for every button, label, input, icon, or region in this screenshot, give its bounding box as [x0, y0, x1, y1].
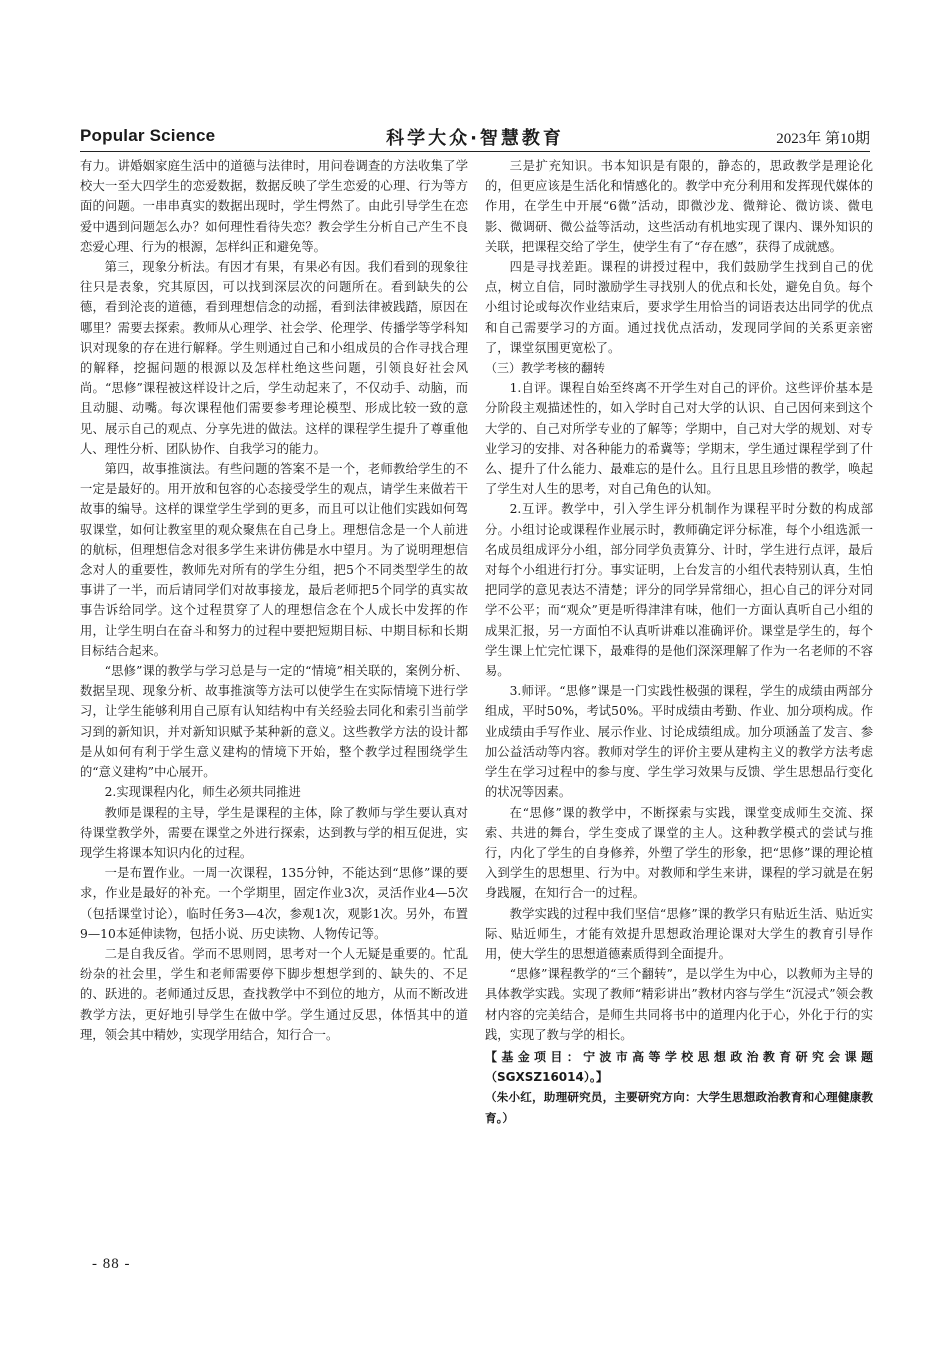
header-rule	[80, 151, 870, 152]
paragraph: 四是寻找差距。课程的讲授过程中，我们鼓励学生找到自己的优点，树立自信，同时激励学生寻找别人的优点和长处，避免自负。每个小组讨论或每次作业结束后，要求学生用恰当的词语表达出同学的优点和自己需要学习的方面。通过找优点活动，发现同学间的关系更亲密了，课堂氛围更宽松了。	[485, 260, 873, 355]
paragraph: 1.自评。课程自始至终离不开学生对自己的评价。这些评价基本是分阶段主观描述性的，如入学时自己对大学的认识、自己因何来到这个大学的、自己对所学专业的了解等；学期中，自己对大学的规划、对专业学习的安排、对各种能力的希冀等；学期末，学生通过课程学到了什么、提升了什么能力、最难忘的是什么。且行且思且珍惜的教学，唤起了学生对人生的思考，对自己角色的认知。	[485, 381, 873, 497]
paragraph: “思修”课的教学与学习总是与一定的“情境”相关联的，案例分析、数据呈现、现象分析、故事推演等方法可以使学生在实际情境下进行学习，让学生能够利用自己原有认知结构中有关经验去同化和索引当前学习到的新知识，并对新知识赋予某种新的意义。这些教学方法的设计都是从如何有利于学生意义建构的情境下开始，整个教学过程围绕学生的“意义建构”中心展开。	[80, 664, 468, 780]
author-note: （朱小红，助理研究员，主要研究方向：大学生思想政治教育和心理健康教育。）	[485, 1090, 873, 1125]
paragraph: “思修”课程教学的“三个翻转”，是以学生为中心，以教师为主导的具体教学实践。实现了教师“精彩讲出”教材内容与学生“沉浸式”领会教材内容的完美结合，是师生共同将书中的道理内化于心，外化于行的实践，实现了教与学的相长。	[485, 967, 873, 1042]
paragraph: 教学实践的过程中我们坚信“思修”课的教学只有贴近生活、贴近实际、贴近师生，才能有效提升思想政治理论课对大学生的教育引导作用，使大学生的思想道德素质得到全面提升。	[485, 906, 873, 961]
paragraph: 第三，现象分析法。有因才有果，有果必有因。我们看到的现象往往只是表象，究其原因，可以找到深层次的问题所在。看到缺失的公德，看到沦丧的道德，看到理想信念的动摇，看到法律被践踏，原因在哪里？需要去探索。教师从心理学、社会学、伦理学、传播学等学科知识对现象的存在进行解释。学生则通过自己和小组成员的合作寻找合理的解释，挖掘问题的根源以及怎样杜绝这些问题，引领良好社会风尚。“思修”课程被这样设计之后，学生动起来了，不仅动手、动脑，而且动腿、动嘴。每次课程他们需要参考理论模型、形成比较一致的意见、展示自己的观点、分享先进的做法。这样的课程学生提升了尊重他人、理性分析、团队协作、自我学习的能力。	[80, 260, 468, 456]
paragraph: 2.互评。教学中，引入学生评分机制作为课程平时分数的构成部分。小组讨论或课程作业展示时，教师确定评分标准，每个小组选派一名成员组成评分小组，部分同学负责算分、计时，学生进行点评，最后对每个小组进行打分。事实证明，上台发言的小组代表特别认真，生怕把同学的意见表达不清楚；评分的同学异常细心，担心自己的评分对同学不公平；而“观众”更是听得津津有味，他们一方面认真听自己小组的成果汇报，另一方面怕不认真听讲难以准确评价。课堂是学生的，每个学生课上忙完忙课下，最难得的是他们深深理解了作为一名老师的不容易。	[485, 502, 873, 679]
paragraph: 在“思修”课的教学中，不断探索与实践，课堂变成师生交流、探索、共进的舞台，学生变成了课堂的主人。这种教学模式的尝试与推行，内化了学生的自身修养，外塑了学生的形象，把“思修”课的理论植入到学生的思想里、行为中。对教师和学生来讲，课程的学习就是在躬身践履，在知行合一的过程。	[485, 805, 873, 901]
fund-note: 【基金项目：宁波市高等学校思想政治教育研究会课题（SGXSZ16014）。】	[485, 1049, 873, 1085]
section-heading: （三）教学考核的翻转	[485, 361, 606, 376]
paragraph: 有力。讲婚姻家庭生活中的道德与法律时，用问卷调查的方法收集了学校大一至大四学生的恋爱数据，数据反映了学生恋爱的心理、行为等方面的问题。一串串真实的数据出现时，学生愕然了。由此引导学生在恋爱中遇到问题怎么办？如何理性看待失恋？教会学生分析自己产生不良恋爱心理、行为的根源，怎样纠正和避免等。	[80, 159, 468, 254]
paragraph: 三是扩充知识。书本知识是有限的，静态的，思政教学是理论化的，但更应该是生活化和情感化的。教学中充分利用和发挥现代媒体的作用，在学生中开展“6微”活动，即微沙龙、微辩论、微访谈、微电影、微调研、微公益等活动，这些活动有机地实现了课内、课外知识的关联，把课程交给了学生，使学生有了“存在感”，获得了成就感。	[485, 159, 873, 254]
subheading: 2.实现课程内化，师生必须共同推进	[104, 785, 301, 800]
paragraph: 教师是课程的主导，学生是课程的主体，除了教师与学生要认真对待课堂教学外，需要在课堂之外进行探索，达到教与学的相互促进，实现学生将课本知识内化的过程。	[80, 805, 468, 860]
page-number: - 88 -	[92, 1256, 131, 1272]
paragraph: 3.师评。“思修”课是一门实践性极强的课程，学生的成绩由两部分组成，平时50%，考试50%。平时成绩由考勤、作业、加分项构成。作业成绩由手写作业、展示作业、讨论成绩组成。加分项涵盖了发言、参加公益活动等内容。教师对学生的评价主要从建构主义的教学方法考虑学生在学习过程中的参与度、学生学习效果与反馈、学生思想品行变化的状况等因素。	[485, 684, 873, 800]
paragraph: 第四，故事推演法。有些问题的答案不是一个，老师教给学生的不一定是最好的。用开放和包容的心态接受学生的观点，请学生来做若干故事的编导。这样的课堂学生学到的更多，而且可以让他们实践如何驾驭课堂，如何让教室里的观众聚焦在自己身上。理想信念是一个人前进的航标，但理想信念对很多学生来讲仿佛是水中望月。为了说明理想信念对人的重要性，教师先对所有的学生分组，把5个不同类型学生的故事讲了一半，而后请同学们对故事接龙，最后老师把5个同学的真实故事告诉给同学。这个过程贯穿了人的理想信念在个人成长中发挥的作用，让学生明白在奋斗和努力的过程中要把短期目标、中期目标和长期目标结合起来。	[80, 462, 468, 658]
issue-label: 2023年 第10期	[776, 131, 870, 147]
paragraph: 二是自我反省。学而不思则罔，思考对一个人无疑是重要的。忙乱纷杂的社会里，学生和老师需要停下脚步想想学到的、缺失的、不足的、跃进的。老师通过反思，查找教学中不到位的地方，从而不断改进教学方法，更好地引导学生在做中学。学生通过反思，体悟其中的道理，领会其中精妙，实现学用结合，知行合一。	[80, 946, 468, 1042]
paragraph: 一是布置作业。一周一次课程，135分钟，不能达到“思修”课的要求，作业是最好的补充。一个学期里，固定作业3次，灵活作业4—5次（包括课堂讨论），临时任务3—4次，参观1次，观影1次。另外，布置9—10本延伸读物，包括小说、历史读物、人物传记等。	[80, 866, 468, 941]
journal-name-en: Popular Science	[80, 126, 216, 145]
running-header	[80, 124, 870, 152]
right-column	[485, 156, 873, 1128]
journal-name-cn: 科学大众·智慧教育	[386, 128, 564, 149]
left-column	[80, 156, 468, 1045]
